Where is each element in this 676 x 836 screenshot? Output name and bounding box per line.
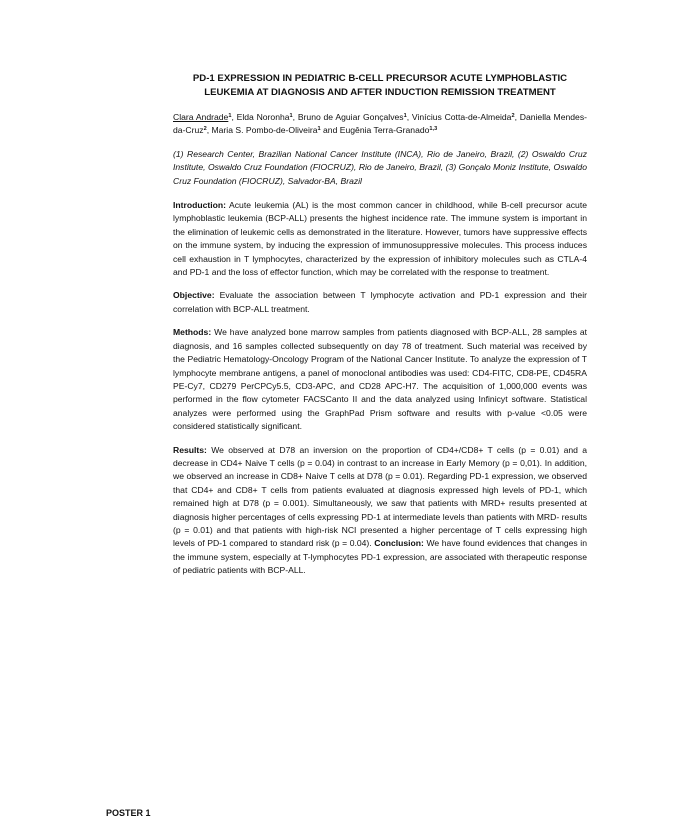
- title-line-2: LEUKEMIA AT DIAGNOSIS AND AFTER INDUCTION REMISSION TREATMENT: [204, 87, 556, 98]
- introduction-section: [173, 199, 587, 279]
- author-affiliation-mark: 1: [403, 113, 407, 119]
- author-name: Daniella Mendes-da-Cruz: [173, 112, 587, 136]
- author-affiliation-mark: 2: [511, 113, 515, 119]
- author-affiliation-mark: 1: [228, 113, 232, 119]
- poster-label: POSTER 1: [106, 808, 151, 818]
- results-text: We observed at D78 an inversion on the proportion of CD4+/CD8+ T cells (p = 0.01) and a decrease in CD4+ Naive T cells (p = 0.04) in contrast to an increase in Early Memory (p = 0,01). In addition, we observed an increase in CD8+ Naive T cells at D78 (p = 0.01). Regarding PD-1 expression, we observed that CD4+ and CD8+ T cells from patients evaluated at diagnosis expressed high levels of PD-1, which remained high at D78 (p = 0.001). Simultaneously, we saw that patients with MRD+ results presented at diagnosis higher percentages of cells expressing PD-1 at intermediate levels than patients with MRD- results (p = 0.01) and that patients with high-risk NCI presented a higher percentage of T cells expressing high levels of PD-1 compared to standard risk (p = 0.04).: [173, 444, 587, 549]
- objective-section: [173, 289, 587, 316]
- author-list: Clara Andrade$^1$, Elda Noronha$^1$, Bruno de Aguiar Gonçalves$^1$, Vinícius Cotta-de-Almeida$^2$, Daniella Mendes-da-Cruz$^2$, Maria S. Pombo-de-Oliveira$^1$ and Eugênia Terra-Granado$^{1,3}$: [173, 112, 587, 136]
- results-section: [173, 444, 587, 578]
- author-affiliation-mark: 1,3: [429, 126, 438, 133]
- author-affiliation-mark: 1: [317, 126, 321, 133]
- introduction-heading: Introduction:: [173, 200, 226, 211]
- objective-text: Evaluate the association between T lymphocyte activation and PD-1 expression and their correlation with BCP-ALL treatment.: [173, 290, 587, 314]
- methods-section: [173, 326, 587, 433]
- conclusion-text: We have found evidences that changes in the immune system, especially at T-lymphocytes PD-1 expression, are associated with therapeutic response of pediatric patients with BCP-ALL.: [173, 538, 587, 576]
- affiliations: (1) Research Center, Brazilian National Cancer Institute (INCA), Rio de Janeiro, Brazil, (2) Oswaldo Cruz Institute, Oswaldo Cruz Foundation (FIOCRUZ), Rio de Janeiro, Brazil, (3) Gonçalo Moniz Institute, Oswaldo Cruz Foundation (FIOCRUZ), Salvador-BA, Brazil: [173, 148, 587, 186]
- introduction-text: Acute leukemia (AL) is the most common cancer in childhood, while B-cell precursor acute lymphoblastic leukemia (BCP-ALL) presents the highest incidence rate. The immune system is important in the elimination of leukemic cells as demonstrated in the literature. However, tumors have suppressive effects on the immune system, by inducing the expression of immunosuppressive molecules. This process induces cell exhaustion in T lymphocytes, characterized by the expression of inhibitory molecules such as CTLA-4 and PD-1 and the loss of effector function, which may be correlated with the response to treatment.: [173, 200, 587, 278]
- author-name: Vinícius Cotta-de-Almeida: [411, 112, 512, 122]
- author-name: Elda Noronha: [236, 112, 290, 122]
- methods-text: We have analyzed bone marrow samples from patients diagnosed with BCP-ALL, 28 samples at diagnosis, and 16 samples collected subsequently on day 78 of treatment. Such material was received by the Pediatric Hematology-Oncology Program of the National Cancer Institute. To analyze the expression of T lymphocyte membrane antigens, a panel of monoclonal antibodies was used: CD4-FITC, CD8-PE, CD45RA PE-Cy7, CD279 PerCPCy5.5, CD3-APC, and CD28 APC-H7. The acquisition of 1,000,000 events was performed in the flow cytometer FACSCanto II and the data analyzed using Infinicyt software. Statistical analyzes were performed using the GraphPad Prism software and results with p-value <0.05 were considered statistically significant.: [173, 327, 587, 432]
- paper-title: [173, 72, 587, 100]
- abstract: [173, 72, 587, 588]
- title-line-1: PD-1 EXPRESSION IN PEDIATRIC B-CELL PRECURSOR ACUTE LYMPHOBLASTIC: [192, 73, 568, 84]
- author-affiliation-mark: 1: [289, 113, 293, 119]
- author-name: Maria S. Pombo-de-Oliveira: [211, 125, 318, 136]
- author-name: Clara Andrade: [173, 112, 229, 122]
- conclusion-heading: Conclusion:: [374, 538, 424, 549]
- author-name: Bruno de Aguiar Gonçalves: [297, 112, 404, 122]
- objective-heading: Objective:: [173, 290, 215, 301]
- results-heading: Results:: [173, 444, 207, 455]
- methods-heading: Methods:: [173, 327, 212, 338]
- author-name: Eugênia Terra-Granado: [339, 125, 430, 136]
- author-affiliation-mark: 2: [203, 126, 207, 133]
